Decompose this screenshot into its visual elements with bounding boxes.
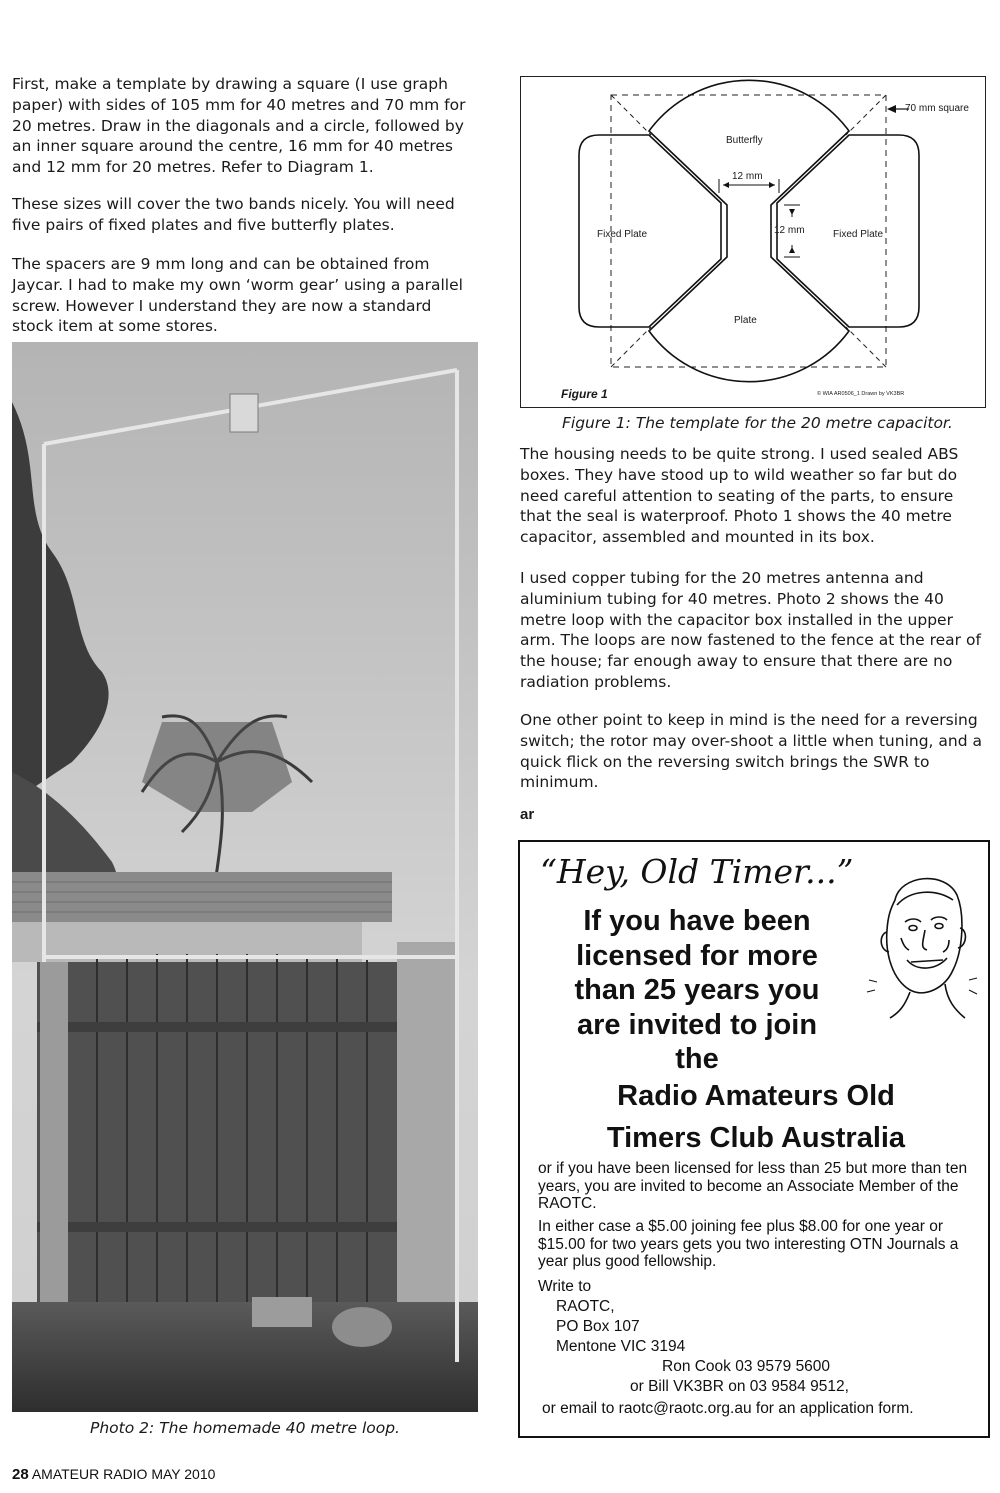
article-paragraph-tubing: I used copper tubing for the 20 metres antenna and aluminium tubing for 40 metres. Photo 2 shows the 40 metre loop with the capacitor box installed in the upper arm. The loops are now fastened to the fence at the rear of the house; far enough away to ensure that there are no radiation problems. — [520, 569, 981, 691]
ad-address-line: RAOTC, — [556, 1298, 615, 1315]
ad-invite-line: If you have been — [583, 905, 811, 937]
ad-write-to: Write to — [538, 1278, 592, 1295]
square-size-label: 70 mm square — [905, 103, 969, 114]
page-footer — [12, 1466, 215, 1483]
ad-contact-ron: Ron Cook 03 9579 5600 — [662, 1358, 831, 1375]
ad-invite-line: are invited to join — [576, 1008, 818, 1041]
gap-width-label: 12 mm — [732, 171, 763, 182]
loop-antenna-photo — [12, 342, 478, 1412]
publication-name: AMATEUR RADIO MAY 2010 — [31, 1466, 216, 1482]
plate-label: Plate — [734, 315, 757, 326]
ad-headline: “Hey, Old Timer...” — [540, 852, 854, 891]
ad-invitation — [532, 904, 862, 1077]
ad-invite-line: than 25 years you — [574, 974, 820, 1006]
ad-email-line: or email to raotc@raotc.org.au for an application form. — [542, 1400, 914, 1417]
article-paragraph-sizes: These sizes will cover the two bands nicely. You will need five pairs of fixed plates and five butterfly plates. — [12, 195, 455, 234]
ad-address-line: PO Box 107 — [556, 1318, 640, 1335]
ad-invite-line: the — [675, 1043, 719, 1075]
ad-invite-line: licensed for more — [576, 939, 818, 972]
fixed-plate-right-label: Fixed Plate — [833, 229, 884, 240]
fixed-plate-left-label: Fixed Plate — [597, 229, 648, 240]
figure-1-diagram — [520, 76, 986, 408]
page-number: 28 — [12, 1466, 29, 1483]
ad-address-line: Mentone VIC 3194 — [556, 1338, 686, 1355]
article-paragraph-reversing: One other point to keep in mind is the need for a reversing switch; the rotor may over-shoot a little when tuning, and a quick flick on the reversing switch brings the SWR to minimum. — [520, 711, 982, 792]
figure-name: Figure 1 — [561, 387, 608, 401]
article-paragraph-template: First, make a template by drawing a square (I use graph paper) with sides of 105 mm for 40 metres and 70 mm for 20 metres. Draw in the diagonals and a circle, followed by an inner square around the centre, 16 mm for 40 metres and 12 mm for 20 metres. Refer to Diagram 1. — [12, 75, 466, 177]
ad-club-name-line-1: Radio Amateurs Old — [617, 1080, 895, 1112]
gap-height-label: 12 mm — [774, 225, 805, 236]
article-paragraph-housing: The housing needs to be quite strong. I used sealed ABS boxes. They have stood up to wild weather so far but do need careful attention to seating of the parts, to ensure that the seal is waterproof. Photo 1 shows the 40 metre capacitor, assembled and mounted in its box. — [520, 445, 959, 547]
butterfly-label: Butterfly — [726, 135, 763, 146]
old-timer-portrait — [865, 860, 980, 1025]
photo-caption: Photo 2: The homemade 40 metre loop. — [90, 1419, 400, 1437]
ad-club-name-line-2: Timers Club Australia — [606, 1122, 906, 1154]
raotc-advertisement — [518, 840, 990, 1438]
article-paragraph-spacers: The spacers are 9 mm long and can be obtained from Jaycar. I had to make my own ‘worm gear’ using a parallel screw. However I understand they are now a standard stock item at some stores. — [12, 255, 463, 336]
ad-fees-text: In either case a $5.00 joining fee plus $8.00 for one year or $15.00 for two years gets you two interesting OTN Journals a year plus good fellowship. — [538, 1218, 959, 1270]
loop-antenna-photo-drawing — [12, 342, 478, 1412]
ad-contact-bill: or Bill VK3BR on 03 9584 9512, — [630, 1378, 849, 1395]
figure-credit: © WIA AR0506_1 Drawn by VK3BR — [817, 391, 905, 397]
capacitor-template-drawing — [521, 77, 985, 407]
end-mark: ar — [520, 806, 535, 823]
figure-caption: Figure 1: The template for the 20 metre capacitor. — [562, 414, 953, 432]
ad-associate-text: or if you have been licensed for less than 25 but more than ten years, you are invited to become an Associate Member of the RAOTC. — [538, 1160, 968, 1212]
